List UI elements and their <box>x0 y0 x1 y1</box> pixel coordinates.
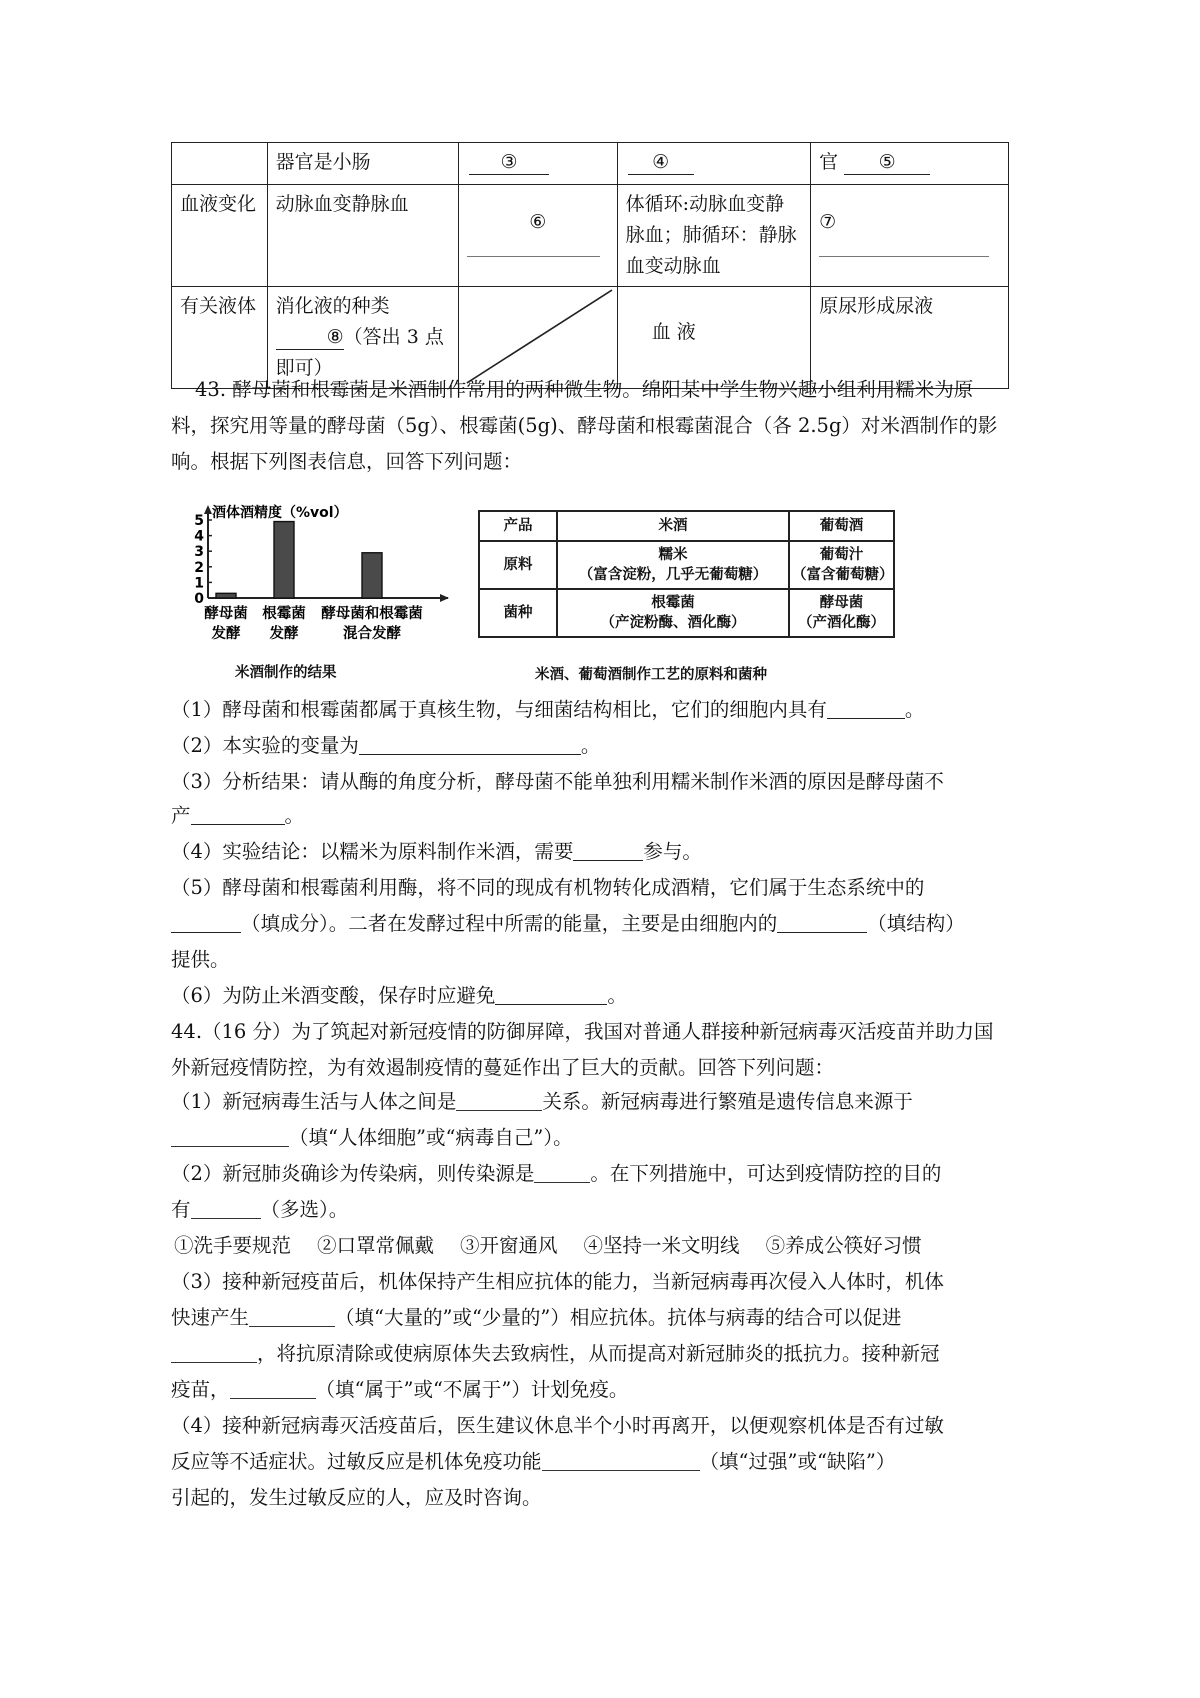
category-label: 发酵 <box>211 626 241 642</box>
option-5: ⑤养成公筷好习惯 <box>765 1234 922 1257</box>
q44-4-cont: 反应等不适症状。过敏反应是机体免疫功能 （填“过强”或“缺陷”） <box>171 1450 896 1473</box>
table-row <box>479 589 894 637</box>
answer-blank[interactable] <box>191 1196 261 1219</box>
q44-2-cont: 有 （多选）。 <box>171 1198 349 1221</box>
table-cell: 酵母菌 （产酒化酶） <box>789 589 894 637</box>
q43-3-cont: 产 。 <box>171 804 305 827</box>
q44-2: （2）新冠肺炎确诊为传染病，则传染源是 。在下列措施中，可达到疫情防控的目的 <box>171 1162 942 1185</box>
answer-blank[interactable] <box>230 1376 316 1399</box>
answer-blank-5[interactable]: ⑤ <box>844 150 930 175</box>
q43-4: （4）实验结论：以糯米为原料制作米酒，需要 参与。 <box>171 840 702 863</box>
answer-blank[interactable] <box>827 696 905 719</box>
answer-blank[interactable] <box>171 1340 257 1363</box>
q44-1-cont: （填“人体细胞”或“病毒自己”）。 <box>171 1122 1016 1154</box>
q44-options <box>174 1230 1019 1262</box>
answer-blank-3[interactable]: ③ <box>458 143 617 185</box>
bar-chart <box>180 500 470 685</box>
x-axis-arrow <box>440 594 449 602</box>
answer-blank-4[interactable]: ④ <box>617 143 810 185</box>
answer-blank[interactable] <box>777 910 867 933</box>
answer-blank[interactable] <box>359 732 581 755</box>
table-cell: 血液变化 <box>172 185 268 287</box>
q44-3-end: 疫苗， （填“属于”或“不属于”）计划免疫。 <box>171 1378 629 1401</box>
table-row <box>172 185 1009 287</box>
table-cell: 糯米 （富含淀粉，几乎无葡萄糖） <box>557 541 789 589</box>
table-cell: 葡萄汁 （富含葡萄糖） <box>789 541 894 589</box>
q43-2: （2）本实验的变量为 。 <box>171 734 601 757</box>
table-cell: 原尿形成尿液 <box>811 287 1009 389</box>
option-4: ④坚持一米文明线 <box>583 1234 740 1257</box>
q44-4: （4）接种新冠病毒灭活疫苗后，医生建议休息半个小时再离开，以便观察机体是否有过敏 <box>171 1414 944 1437</box>
bar <box>216 593 236 598</box>
option-2: ②口罩常佩戴 <box>317 1234 435 1257</box>
table-cell: 血 液 <box>617 287 810 389</box>
q43-intro: 43. 酵母菌和根霉菌是米酒制作常用的两种微生物。绵阳某中学生物兴趣小组利用糯米为原料，探究用等量的酵母菌（5g）、根霉菌(5g)、酵母菌和根霉菌混合（各 2.5g）对米酒制作的影响。根据下列图表信息，回答下列问题： <box>171 378 998 473</box>
chart-caption: 米酒制作的结果 <box>235 665 337 681</box>
q44-3: （3）接种新冠疫苗后，机体保持产生相应抗体的能力，当新冠病毒再次侵入人体时，机体 <box>171 1270 944 1293</box>
q44-4-end: 引起的，发生过敏反应的人，应及时咨询。 <box>171 1486 542 1509</box>
table-cell: 官 ⑤ <box>811 143 1009 185</box>
category-label: 酵母菌 <box>204 606 248 622</box>
row-label: 菌种 <box>479 589 557 637</box>
table-cell: 体循环:动脉血变静脉血；肺循环：静脉血变动脉血 <box>617 185 810 287</box>
y-tick-label: 2 <box>194 559 204 576</box>
category-label: 混合发酵 <box>343 626 401 642</box>
header-cell: 产品 <box>479 511 557 541</box>
answer-blank-6[interactable]: ⑥ <box>458 185 617 287</box>
table-row <box>479 541 894 589</box>
header-cell: 葡萄酒 <box>789 511 894 541</box>
row-label: 原料 <box>479 541 557 589</box>
answer-blank[interactable] <box>573 838 643 861</box>
q43-5-end: 提供。 <box>171 948 230 971</box>
option-3: ③开窗通风 <box>460 1234 558 1257</box>
q44-3-cont: 快速产生 （填“大量的”或“少量的”）相应抗体。抗体与病毒的结合可以促进 <box>171 1306 902 1329</box>
q43-5: （5）酵母菌和根霉菌利用酶，将不同的现成有机物转化成酒精，它们属于生态系统中的 <box>171 876 925 899</box>
y-tick-label: 0 <box>194 591 204 607</box>
table-row <box>172 143 1009 185</box>
answer-blank[interactable] <box>495 982 607 1005</box>
y-tick-label: 1 <box>194 575 204 592</box>
answer-blank[interactable] <box>542 1448 700 1471</box>
category-label: 酵母菌和根霉菌 <box>321 606 423 622</box>
answer-blank-7[interactable]: ⑦ <box>811 185 1009 287</box>
answer-blank[interactable] <box>191 802 285 825</box>
answer-blank[interactable] <box>171 1124 289 1147</box>
header-cell: 米酒 <box>557 511 789 541</box>
q44-intro: 44.（16 分）为了筑起对新冠疫情的防御屏障，我国对普通人群接种新冠病毒灭活疫苗并助力国外新冠疫情防控，为有效遏制疫情的蔓延作出了巨大的贡献。回答下列问题： <box>171 1020 994 1079</box>
process-table-figure <box>478 510 893 638</box>
y-axis-arrow <box>204 505 212 514</box>
table-cell <box>172 143 268 185</box>
q43-1: （1）酵母菌和根霉菌都属于真核生物，与细菌结构相比，它们的细胞内具有 。 <box>171 698 925 721</box>
process-table <box>478 510 895 638</box>
table-caption: 米酒、葡萄酒制作工艺的原料和菌种 <box>535 667 767 683</box>
answer-blank[interactable] <box>534 1160 590 1183</box>
table-cell: 有关液体 <box>172 287 268 389</box>
comparison-table <box>171 142 1009 389</box>
bar <box>274 522 294 598</box>
y-tick-label: 5 <box>194 513 204 529</box>
table-row <box>479 511 894 541</box>
table-cell: 根霉菌 （产淀粉酶、酒化酶） <box>557 589 789 637</box>
bar <box>362 553 382 598</box>
option-1: ①洗手要规范 <box>174 1234 292 1257</box>
table-cell: 动脉血变静脉血 <box>267 185 458 287</box>
q44-3-cont2: ，将抗原清除或使病原体失去致病性，从而提高对新冠肺炎的抵抗力。接种新冠 <box>171 1338 1016 1370</box>
table-cell: 器官是小肠 <box>267 143 458 185</box>
q44-1: （1）新冠病毒生活与人体之间是 关系。新冠病毒进行繁殖是遗传信息来源于 <box>171 1090 913 1113</box>
y-tick-label: 4 <box>194 528 204 545</box>
chart-ylabel: 酒体酒精度（%vol） <box>212 505 348 521</box>
q43-5-cont: （填成分）。二者在发酵过程中所需的能量，主要是由细胞内的 （填结构） <box>171 908 1016 940</box>
y-tick-label: 3 <box>194 544 204 561</box>
table-cell: 消化液的种类 ⑧（答出 3 点即可） <box>267 287 458 389</box>
category-label: 根霉菌 <box>262 606 306 622</box>
answer-blank[interactable] <box>456 1088 542 1111</box>
category-label: 发酵 <box>269 626 299 642</box>
q43-3: （3）分析结果：请从酶的角度分析，酵母菌不能单独利用糯米制作米酒的原因是酵母菌不 <box>171 770 944 793</box>
answer-blank[interactable] <box>249 1304 335 1327</box>
q43-6: （6）为防止米酒变酸，保存时应避免 。 <box>171 984 627 1007</box>
answer-blank[interactable] <box>171 910 241 933</box>
answer-blank-8[interactable]: ⑧ <box>276 325 344 350</box>
